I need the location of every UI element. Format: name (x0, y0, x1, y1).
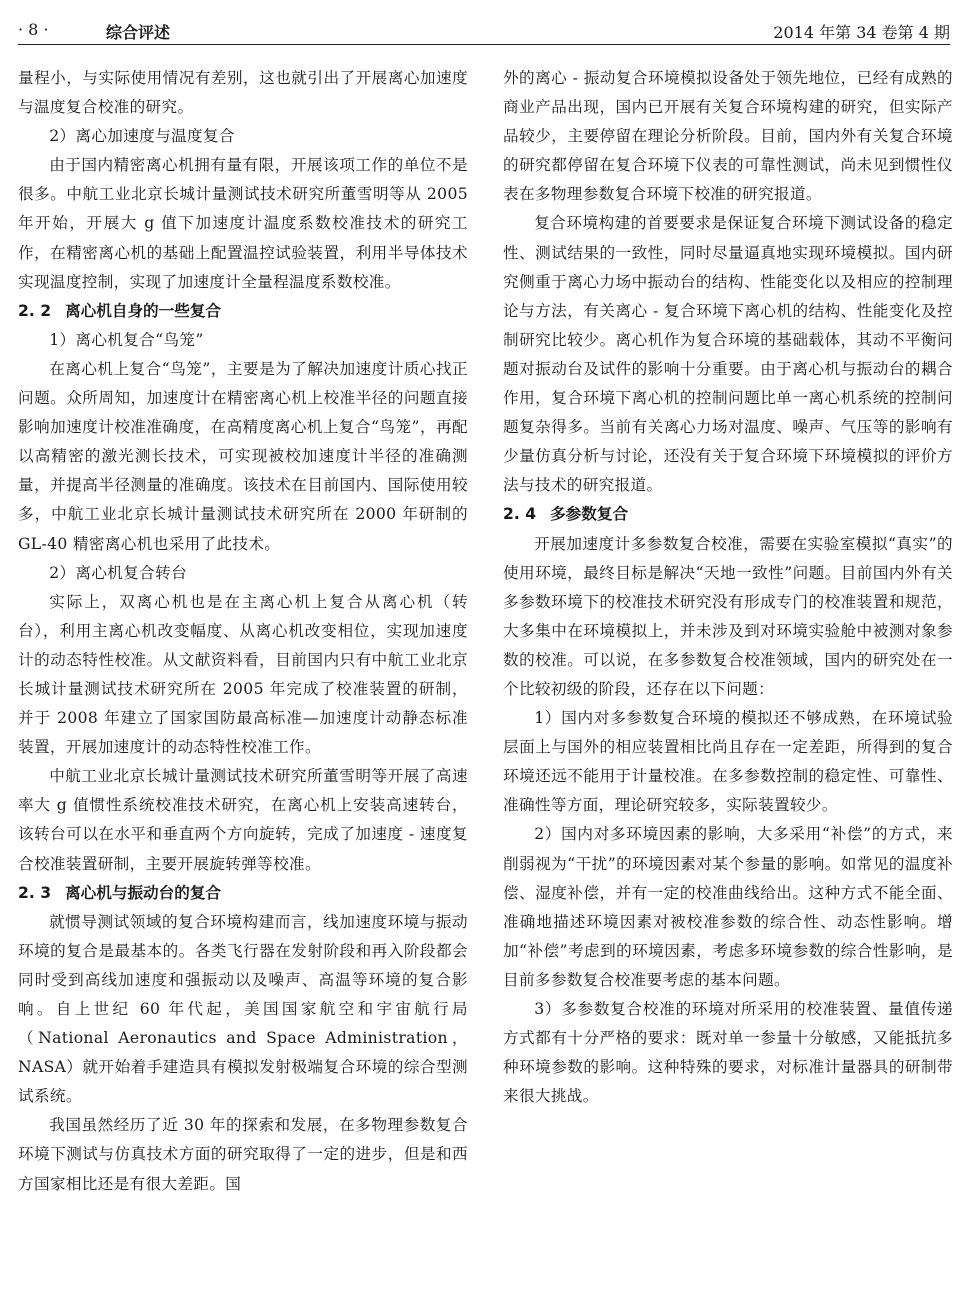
paragraph: 2）国内对多环境因素的影响，大多采用“补偿”的方式，来削弱视为“干扰”的环境因素对某个参量的影响。如常见的温度补偿、湿度补偿，并有一定的校准曲线给出。这种方式不能全面、准确地描述环境因素对被校准参数的综合性、动态性影响。增加“补偿”考虑到的环境因素，考虑多环境参数的综合性影响，是目前多参数复合校准要考虑的基本问题。 (503, 825, 953, 989)
page-number: · 8 · (18, 20, 49, 39)
paragraph: 开展加速度计多参数复合校准，需要在实验室模拟“真实”的使用环境，最终目标是解决“天地一致性”问题。目前国内外有关多参数环境下的校准技术研究没有形成专门的校准装置和规范，大多集中在环境模拟上，并未涉及到对环境实验舱中被测对象参数的校准。可以说，在多参数复合校准领域，国内的研究处在一个比较初级的阶段，还存在以下问题： (503, 534, 953, 698)
running-header (18, 18, 950, 45)
paragraph: 1）国内对多参数复合环境的模拟还不够成熟，在环境试验层面上与国外的相应装置相比尚且存在一定差距，所得到的复合环境还远不能用于计量校准。在多参数控制的稳定性、可靠性、准确性等方面，理论研究较多，实际装置较少。 (503, 709, 953, 815)
subsection-label: 2）离心加速度与温度复合 (49, 127, 235, 146)
paragraph: 由于国内精密离心机拥有量有限，开展该项工作的单位不是很多。中航工业北京长城计量测试技术研究所董雪明等从 2005 年开始，开展大 g 值下加速度计温度系数校准技术的研究工作，在精密离心机的基础上配置温控试验装置，利用半导体技术实现温度控制，实现了加速度计全量程温度系数校准。 (18, 156, 468, 291)
section-heading-2-3 (18, 879, 468, 908)
subsection-label: 2）离心机复合转台 (49, 563, 188, 582)
section-heading-2-2 (18, 297, 468, 326)
section-number: 2. 2 (18, 301, 52, 320)
section-title: 综合评述 (106, 23, 171, 42)
paragraph: 复合环境构建的首要要求是保证复合环境下测试设备的稳定性、测试结果的一致性，同时尽量逼真地实现环境模拟。国内研究侧重于离心力场中振动台的结构、性能变化以及相应的控制理论与方法，有关离心 - 复合环境下离心机的结构、性能变化及控制研究比较少。离心机作为复合环境的基础载体，其动不平衡问题对振动台及试件的影响十分重要。由于离心机与振动台的耦合作用，复合环境下离心机的控制问题比单一离心机系统的控制问题复杂得多。当前有关离心力场对温度、噪声、气压等的影响有少量仿真分析与讨论，还没有关于复合环境下环境模拟的评价方法与技术的研究报道。 (503, 214, 953, 495)
paragraph: 我国虽然经历了近 30 年的探索和发展，在多物理参数复合环境下测试与仿真技术方面的研究取得了一定的进步，但是和西方国家相比还是有很大差距。国 (18, 1116, 468, 1193)
right-column (503, 64, 953, 1111)
left-column (18, 64, 468, 1199)
section-heading-text: 离心机自身的一些复合 (65, 301, 222, 320)
paragraph: 量程小，与实际使用情况有差别，这也就引出了开展离心加速度与温度复合校准的研究。 (18, 69, 468, 117)
section-number: 2. 3 (18, 883, 52, 902)
paragraph: 实际上，双离心机也是在主离心机上复合从离心机（转台），利用主离心机改变幅度、从离心机改变相位，实现加速度计的动态特性校准。从文献资料看，目前国内只有中航工业北京长城计量测试技术研究所在 2005 年完成了校准装置的研制，并于 2008 年建立了国家国防最高标准—加速度计动静态标准装置，开展加速度计的动态特性校准工作。 (18, 592, 468, 757)
paragraph: 就惯导测试领域的复合环境构建而言，线加速度环境与振动环境的复合是最基本的。各类飞行器在发射阶段和再入阶段都会同时受到高线加速度和强振动以及噪声、高温等环境的复合影响。自上世纪 60 年代起，美国国家航空和宇宙航行局（National Aeronautics and Space Administration，NASA）就开始着手建造具有模拟发射极端复合环境的综合型测试系统。 (18, 912, 468, 1106)
paragraph: 在离心机上复合“鸟笼”，主要是为了解决加速度计质心找正问题。众所周知，加速度计在精密离心机上校准半径的问题直接影响加速度计校准准确度，在高精度离心机上复合“鸟笼”，再配以高精密的激光测长技术，可实现被校加速度计半径的准确测量，并提高半径测量的准确度。该技术在目前国内、国际使用较多，中航工业北京长城计量测试技术研究所在 2000 年研制的 GL-40 精密离心机也采用了此技术。 (18, 359, 468, 553)
issue-info: 2014 年第 34 卷第 4 期 (773, 23, 950, 42)
paragraph: 3）多参数复合校准的环境对所采用的校准装置、量值传递方式都有十分严格的要求：既对单一参量十分敏感，又能抵抗多种环境参数的影响。这种特殊的要求，对标准计量器具的研制带来很大挑战。 (503, 1000, 953, 1106)
section-number: 2. 4 (503, 505, 537, 524)
paragraph: 外的离心 - 振动复合环境模拟设备处于领先地位，已经有成熟的商业产品出现，国内已开展有关复合环境构建的研究，但实际产品较少，主要停留在理论分析阶段。目前，国内外有关复合环境的研究都停留在复合环境下仪表的可靠性测试，尚未见到惯性仪表在多物理参数复合环境下校准的研究报道。 (503, 69, 953, 204)
section-heading-text: 离心机与振动台的复合 (65, 883, 222, 902)
section-heading-text: 多参数复合 (550, 505, 629, 524)
paragraph: 中航工业北京长城计量测试技术研究所董雪明等开展了高速率大 g 值惯性系统校准技术研究，在离心机上安装高速转台，该转台可以在水平和垂直两个方向旋转，完成了加速度 - 速度复合校准装置研制，主要开展旋转弹等校准。 (18, 767, 468, 873)
section-heading-2-4 (503, 500, 953, 529)
subsection-label: 1）离心机复合“鸟笼” (49, 330, 204, 349)
